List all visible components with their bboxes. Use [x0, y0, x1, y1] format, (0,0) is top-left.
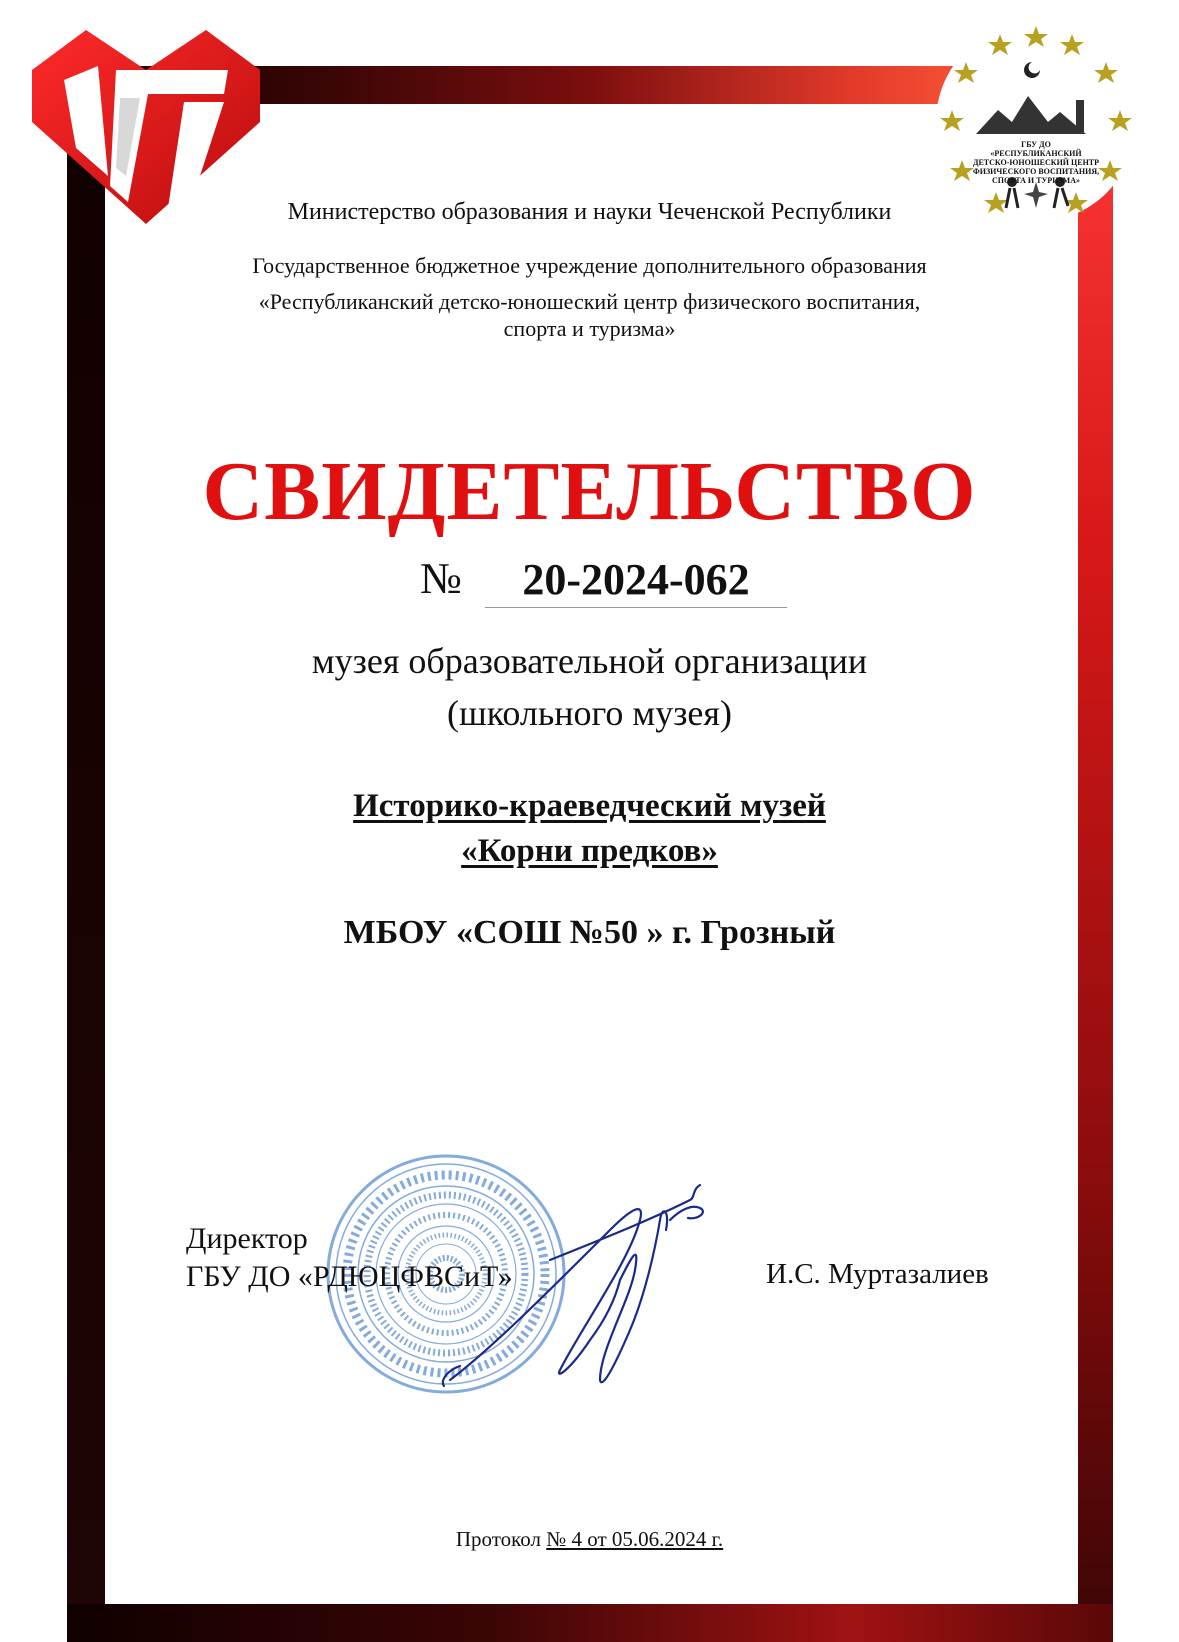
- museum-name-line-2: «Корни предков»: [461, 833, 718, 869]
- frame-bottom: [67, 1604, 1113, 1642]
- emblem-caption: ГБУ ДО «РЕСПУБЛИКАНСКИЙ ДЕТСКО-ЮНОШЕСКИЙ ЦЕНТР ФИЗИЧЕСКОГО ВОСПИТАНИЯ, СПОРТА И ТУРИЗМА»: [972, 140, 1100, 185]
- number-sign: №: [420, 554, 462, 603]
- museum-name-line-1: Историко-краеведческий музей: [353, 788, 826, 824]
- certificate-title: СВИДЕТЕЛЬСТВО: [202, 445, 977, 538]
- institution-line-2: «Республиканский детско-юношеский центр физического воспитания,: [258, 289, 921, 314]
- ministry-name: Министерство образования и науки Чеченской Республики: [287, 199, 892, 225]
- signatory-name: И.С. Муртазалиев: [766, 1258, 989, 1290]
- signatory-position: Директор ГБУ ДО «РДЮЦФВСиТ»: [186, 1222, 513, 1293]
- handwritten-signature-icon: [430, 1180, 760, 1400]
- institution-line-3: спорта и туризма»: [503, 316, 676, 341]
- protocol-line: Протокол № 4 от 05.06.2024 г.: [455, 1527, 724, 1551]
- certificate-number: 20-2024-062: [485, 554, 787, 608]
- description-line-2: (школьного музея): [447, 693, 732, 733]
- sports-center-emblem-icon: [936, 22, 1136, 222]
- institution-line-1: Государственное бюджетное учреждение дополнительного образования: [252, 253, 927, 278]
- school-name: МБОУ «СОШ №50 » г. Грозный: [343, 914, 836, 951]
- description-line-1: музея образовательной организации: [311, 641, 868, 681]
- red-m-logo-icon: [28, 26, 264, 228]
